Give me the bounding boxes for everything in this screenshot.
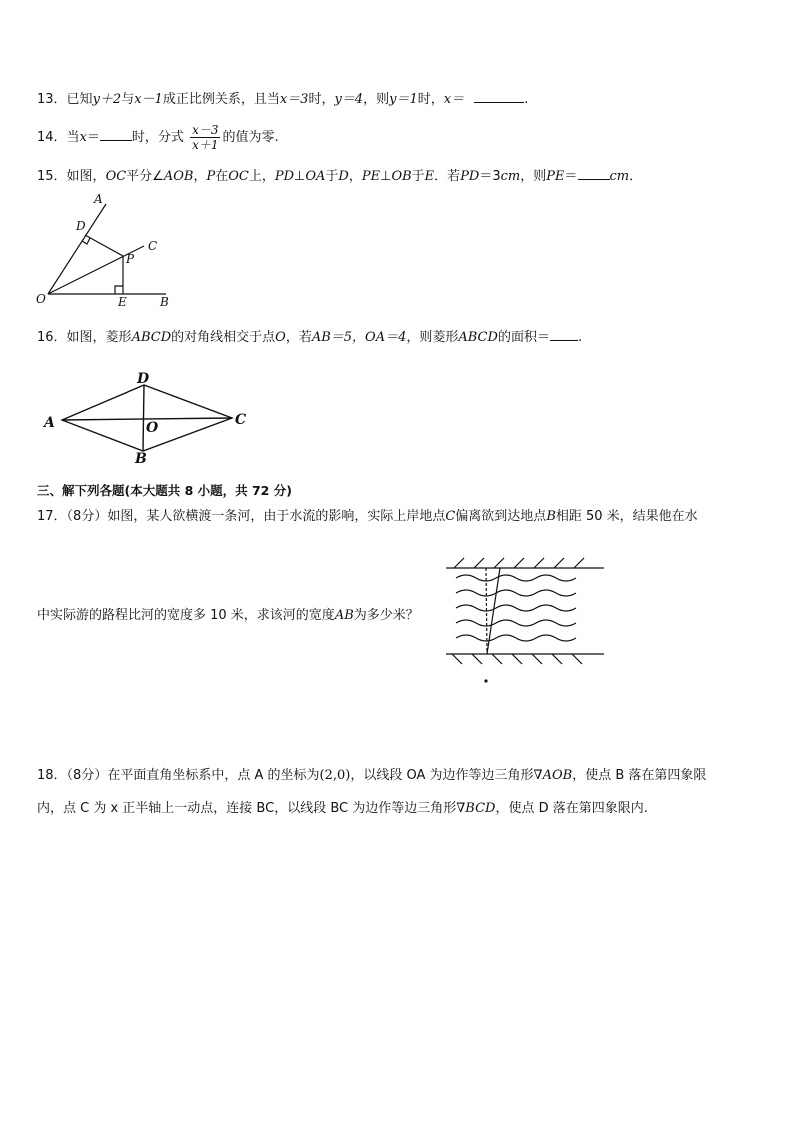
diagonal-bd <box>143 385 144 451</box>
angle-bisector-figure <box>30 190 190 310</box>
label-d: D <box>76 219 86 233</box>
question-17-line-1: 17．（8分）如图，某人欲横渡一条河，由于水流的影响，实际上岸地点C偏离欲到达地点B相距 50 米，结果他在水 <box>37 509 698 524</box>
water-waves <box>456 575 576 641</box>
lower-bank-hatching <box>452 654 582 664</box>
question-number: 16． <box>37 330 67 345</box>
label-b: B <box>160 295 169 309</box>
label-b: B <box>135 451 147 467</box>
question-17-line-2: 中实际游的路程比河的宽度多 10 米，求该河的宽度AB为多少米？ <box>37 608 419 623</box>
question-number: 17． <box>37 509 67 524</box>
question-16: 16．如图，菱形ABCD的对角线相交于点O，若AB＝5，OA＝4，则菱形ABCD的面积＝ . <box>37 327 582 347</box>
segment-pd <box>85 235 123 256</box>
answer-blank[interactable] <box>550 327 578 341</box>
question-number: 13． <box>37 92 67 107</box>
question-14: 14．当x＝ 时，分式 $\frac{x-3}{x+1}$ 的值为零. <box>37 123 279 152</box>
question-number: 15． <box>37 169 67 184</box>
answer-blank[interactable] <box>578 166 610 180</box>
fraction: $\frac{x-3}{x+1}$ <box>192 123 219 152</box>
river-figure <box>440 556 610 688</box>
label-p: P <box>126 252 135 266</box>
label-o: O <box>146 420 159 436</box>
label-e: E <box>118 295 127 309</box>
question-18-line-2: 内，点 C 为 x 正半轴上一动点，连接 BC，以线段 BC 为边作等边三角形∇BCD，使点 D 落在第四象限内. <box>37 801 648 816</box>
rhombus-figure <box>40 370 260 470</box>
label-c: C <box>235 412 247 428</box>
ray-oa <box>48 204 106 294</box>
label-a: A <box>94 192 103 206</box>
question-13: 13．已知y＋2与x－1成正比例关系，且当x＝3时，y＝4，则y＝1时，x＝ . <box>37 89 528 109</box>
answer-blank[interactable] <box>474 89 524 103</box>
label-a: A <box>44 415 55 431</box>
label-c: C <box>148 239 158 253</box>
section-title: 三、解下列各题(本大题共 8 小题，共 72 分) <box>37 483 292 498</box>
label-o: O <box>36 292 46 306</box>
answer-blank[interactable] <box>100 127 132 141</box>
right-angle-mark-e <box>115 286 123 294</box>
upper-bank-hatching <box>454 558 584 568</box>
question-number: 18． <box>37 768 67 783</box>
point-marker <box>484 679 487 682</box>
question-number: 14． <box>37 130 67 145</box>
question-18-line-1: 18．（8分）在平面直角坐标系中，点 A 的坐标为(2,0)，以线段 OA 为边作等边三角形∇AOB，使点 B 落在第四象限 <box>37 768 707 783</box>
label-d: D <box>137 371 150 387</box>
question-15: 15．如图，OC平分∠AOB，P在OC上，PD⊥OA于D，PE⊥OB于E．若PD＝3cm，则PE＝ cm． <box>37 166 642 186</box>
